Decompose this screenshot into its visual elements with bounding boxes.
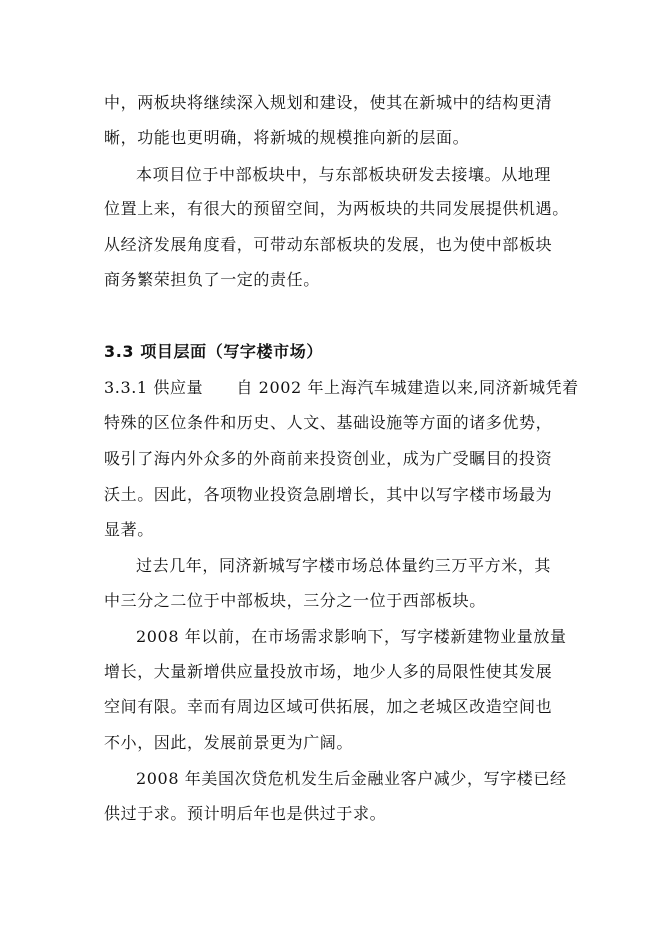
paragraph-line: 从经济发展角度看，可带动东部板块的发展，也为使中部板块 bbox=[104, 235, 553, 254]
paragraph-line: 吸引了海内外众多的外商前来投资创业，成为广受瞩目的投资 bbox=[104, 449, 553, 468]
paragraph-line: 空间有限。幸而有周边区域可供拓展，加之老城区改造空间也 bbox=[104, 697, 553, 716]
paragraph-line: 特殊的区位条件和历史、人文、基础设施等方面的诸多优势， bbox=[104, 413, 553, 432]
paragraph-line: 中，两板块将继续深入规划和建设，使其在新城中的结构更清 bbox=[104, 93, 553, 112]
paragraph-line: 2008 年美国次贷危机发生后金融业客户减少，写字楼已经 bbox=[136, 769, 567, 788]
paragraph-line: 晰，功能也更明确，将新城的规模推向新的层面。 bbox=[104, 128, 470, 147]
paragraph-line: 商务繁荣担负了一定的责任。 bbox=[104, 270, 320, 289]
paragraph-line: 不小，因此，发展前景更为广阔。 bbox=[104, 733, 354, 752]
paragraph-line: 供过于求。预计明后年也是供过于求。 bbox=[104, 804, 387, 823]
paragraph-line: 沃土。因此，各项物业投资急剧增长，其中以写字楼市场最为 bbox=[104, 485, 553, 504]
paragraph-line: 过去几年，同济新城写字楼市场总体量约三万平方米，其 bbox=[136, 556, 552, 575]
paragraph-line: 位置上来，有很大的预留空间，为两板块的共同发展提供机遇。 bbox=[104, 199, 569, 218]
paragraph-line: 2008 年以前，在市场需求影响下，写字楼新建物业量放量 bbox=[136, 627, 567, 646]
paragraph-line: 中三分之二位于中部板块，三分之一位于西部板块。 bbox=[104, 591, 486, 610]
paragraph-line: 显著。 bbox=[104, 520, 154, 539]
paragraph-line: 本项目位于中部板块中，与东部板块研发去接壤。从地理 bbox=[136, 165, 552, 184]
paragraph-line: 增长，大量新增供应量投放市场，地少人多的局限性使其发展 bbox=[104, 662, 553, 681]
section-heading: 3.3 项目层面（写字楼市场） bbox=[104, 342, 323, 361]
paragraph-line: 3.3.1 供应量 自 2002 年上海汽车城建造以来,同济新城凭着 bbox=[104, 378, 579, 397]
